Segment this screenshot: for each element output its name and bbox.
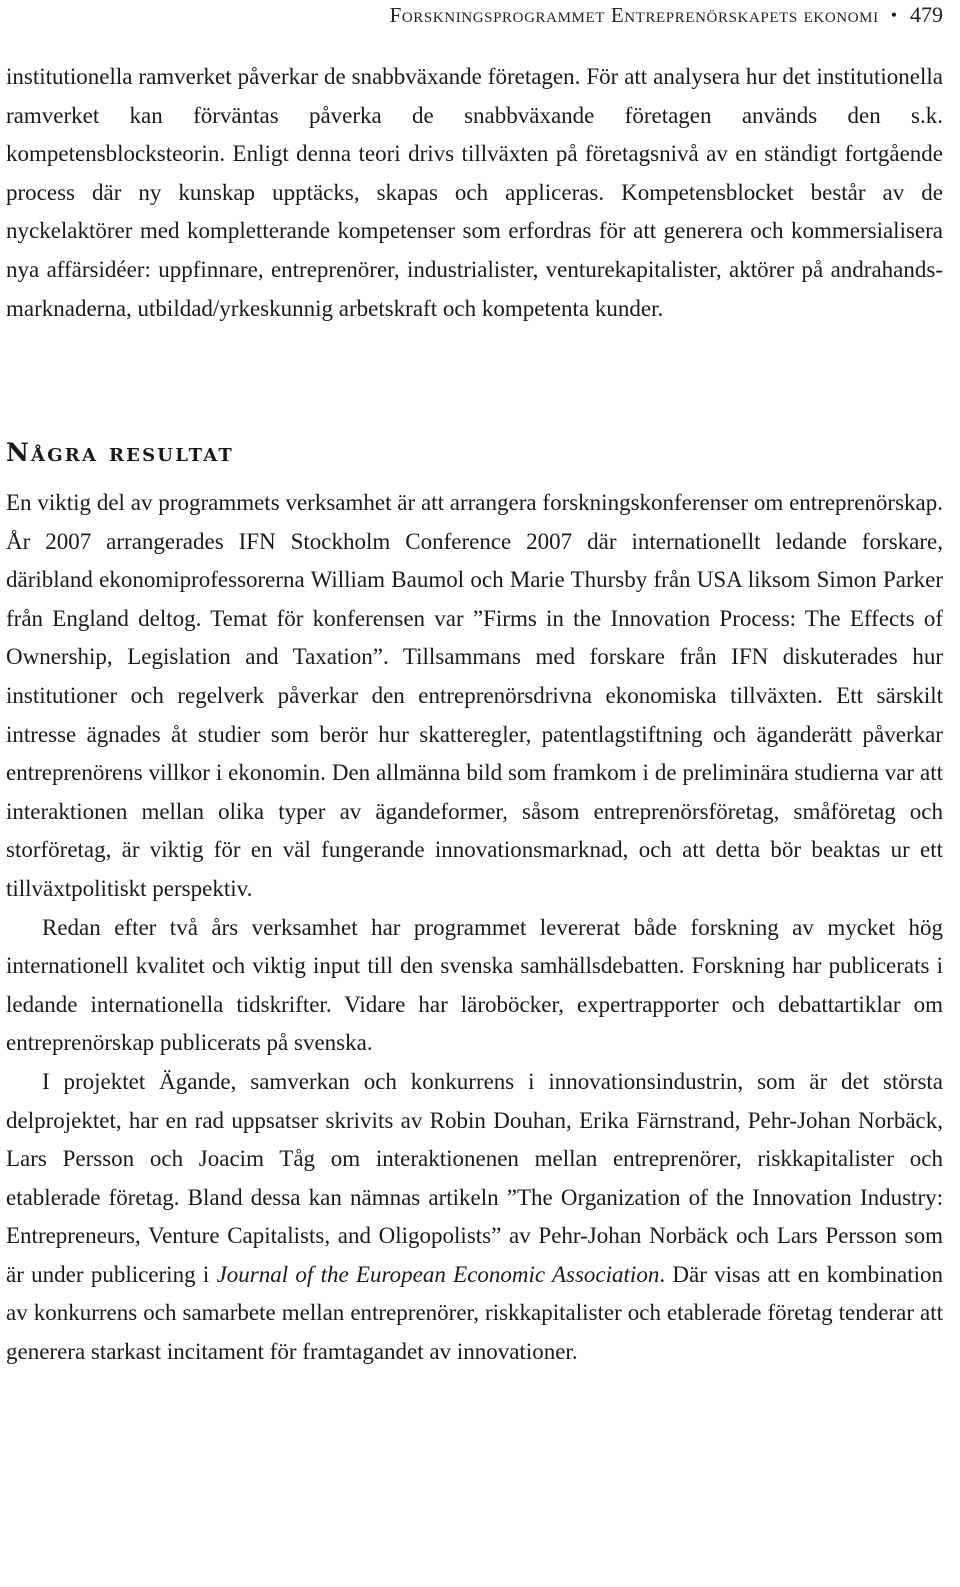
journal-title: Journal of the European Economic Association — [216, 1261, 660, 1287]
running-head-title: Forskningsprogrammet Entreprenörskapets ekonomi — [389, 3, 879, 27]
section-paragraph-3 — [6, 1063, 943, 1372]
section-heading: Några resultat — [6, 438, 234, 467]
intro-paragraph: institutionella ramverket påverkar de snabbväxande företagen. För att analysera hur det institutionella ramverket kan förväntas påverka de snabbväxande företagen används den s.k. kompetensblocksteorin. Enligt denna teori drivs tillväxten på företagsnivå av en ständigt fortgående process där ny kunskap upptäcks, skapas och appliceras. Kompetensblocket består av de nyckelaktörer med kompletterande kompetenser som erfordras för att generera och kommersialisera nya affärsidéer: uppfinnare, entreprenörer, industrialister, venturekapitalister, aktörer på andrahandsmarknaderna, utbildad/yrkeskunnig arbetskraft och kompetenta kunder. — [6, 64, 943, 321]
section-paragraph-2: Redan efter två års verksamhet har programmet levererat både forskning av mycket hög internationell kvalitet och viktig input till den svenska samhällsdebatten. Forskning har publicerats i ledande internationella tidskrifter. Vidare har läroböcker, expertrapporter och debattartiklar om entreprenörskap publicerats på svenska. — [6, 914, 943, 1056]
paragraph-3-text-before: I projektet Ägande, samverkan och konkurrens i innovationsindustrin, som är det största delprojektet, har en rad uppsatser skrivits av Robin Douhan, Erika Färnstrand, Pehr-Johan Norbäck, Lars Persson och Joacim Tåg om interaktionenen mellan entreprenörer, riskkapitalister och etablerade företag. Bland dessa kan nämnas artikeln ”The Organization of the Innovation Industry: Entrepreneurs, Venture Capitalists, and Oligopolists” av Pehr-Johan Norbäck och Lars Persson som är under publicering i — [6, 1068, 943, 1287]
section-body — [6, 484, 943, 1372]
paragraph-3-text-after: . Där visas att en kombination av konkurrens och samarbete mellan entreprenörer, riskkapitalister och etablerade företag tenderar att generera starkast incitament för framtagandet av innovationer. — [6, 1261, 944, 1365]
running-head — [390, 2, 943, 29]
running-head-bullet: • — [890, 5, 897, 25]
page-number: 479 — [910, 2, 943, 27]
intro-text — [6, 58, 943, 328]
section-paragraph-1: En viktig del av programmets verksamhet är att arrangera forskningskonferenser om entreprenörskap. År 2007 arrangerades IFN Stockholm Conference 2007 där internationellt ledande forskare, däribland ekonomiprofessorerna William Baumol och Marie Thursby från USA liksom Simon Parker från England deltog. Temat för konferensen var ”Firms in the Innovation Process: The Effects of Ownership, Legislation and Taxation”. Tillsammans med forskare från IFN diskuterades hur institutioner och regelverk påverkar den entreprenörsdrivna ekonomiska tillväxten. Ett särskilt intresse ägnades åt studier som berör hur skatteregler, patentlagstiftning och äganderätt påverkar entreprenörens villkor i ekonomin. Den allmänna bild som framkom i de preliminära studierna var att interaktionen mellan olika typer av ägandeformer, såsom entreprenörsföretag, småföretag och storföretag, är viktig för en väl fungerande innovationsmarknad, och att detta bör beaktas ur ett tillväxtpolitiskt perspektiv. — [6, 490, 943, 901]
